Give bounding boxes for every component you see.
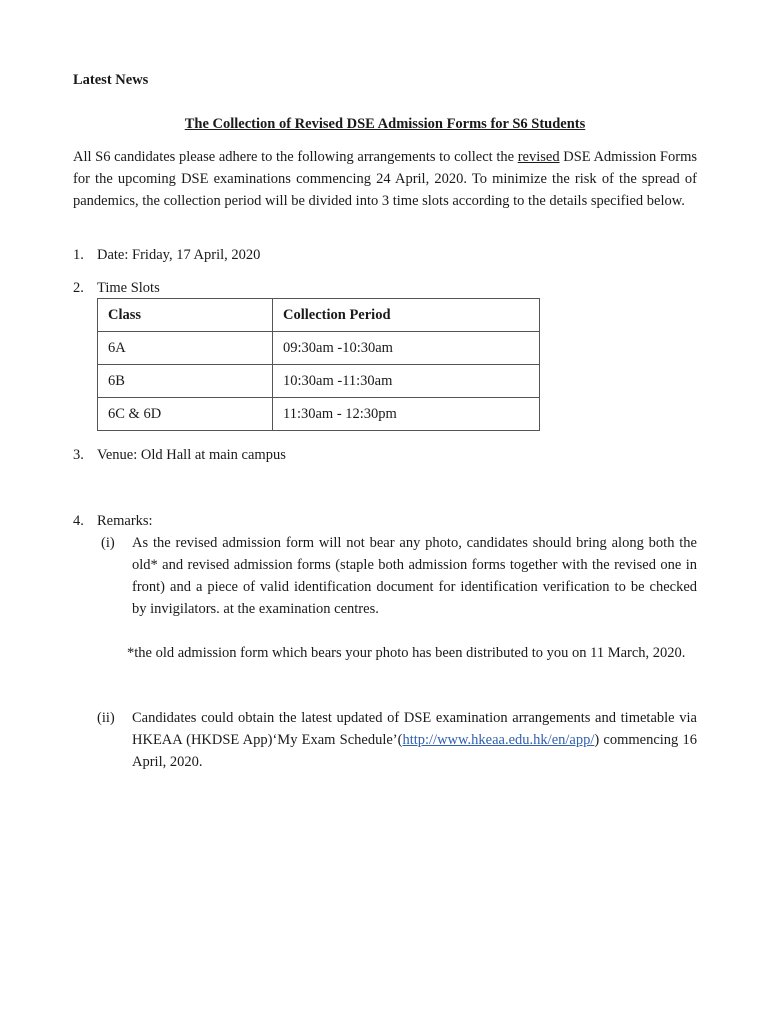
intro-underlined-word: revised	[517, 149, 560, 165]
remark-ii	[97, 707, 697, 773]
item-time-slots	[73, 277, 697, 299]
time-slots-table	[97, 298, 540, 431]
remark-marker: (ii)	[97, 710, 115, 726]
hkeaa-app-link[interactable]: http://www.hkeaa.edu.hk/en/app/	[402, 732, 595, 748]
remark-text	[132, 707, 697, 773]
table-header-row	[98, 299, 540, 332]
remark-marker: (i)	[101, 535, 115, 551]
remark-ii-text-before: Candidates could obtain the latest updated of DSE examination arrangements and timetable via HKEAA (HKDSE App)‘My Exam Schedule’(	[132, 710, 697, 748]
item-number: 3.	[73, 447, 84, 463]
latest-news-heading: Latest News	[73, 72, 149, 88]
header-class: Class	[98, 299, 273, 332]
cell-class: 6B	[98, 365, 273, 398]
table-row	[98, 398, 540, 431]
cell-period: 11:30am - 12:30pm	[273, 398, 540, 431]
item-number: 1.	[73, 247, 84, 263]
item-text: Venue: Old Hall at main campus	[97, 447, 286, 463]
notice-title: The Collection of Revised DSE Admission Forms for S6 Students	[184, 116, 586, 132]
intro-text-before: All S6 candidates please adhere to the following arrangements to collect the	[73, 149, 518, 165]
item-remarks	[73, 510, 697, 532]
cell-class: 6C & 6D	[98, 398, 273, 431]
item-date	[73, 244, 697, 266]
remark-i	[97, 532, 697, 620]
item-number: 4.	[73, 513, 84, 529]
item-text: Time Slots	[97, 280, 160, 296]
table-row	[98, 365, 540, 398]
remark-text: As the revised admission form will not bear any photo, candidates should bring along both the old* and revised admission forms (staple both admission forms together with the revised one in front) and a piece of valid identification document for identification verification to be checked by invigilators. at the examination centres.	[132, 535, 697, 617]
intro-paragraph	[73, 146, 697, 212]
item-text: Remarks:	[97, 513, 153, 529]
cell-period: 10:30am -11:30am	[273, 365, 540, 398]
table-row	[98, 332, 540, 365]
item-number: 2.	[73, 280, 84, 296]
cell-class: 6A	[98, 332, 273, 365]
header-collection-period: Collection Period	[273, 299, 540, 332]
intro-text-after: DSE Admission Forms for the upcoming DSE examinations commencing 24 April, 2020. To minimize the risk of the spread of pandemics, the collection period will be divided into 3 time slots according to the details specified below.	[73, 149, 697, 209]
photo-footnote: *the old admission form which bears your photo has been distributed to you on 11 March, 2020.	[127, 645, 686, 661]
cell-period: 09:30am -10:30am	[273, 332, 540, 365]
item-venue	[73, 444, 697, 466]
remark-ii-text-after: ) commencing 16 April, 2020.	[132, 732, 697, 770]
item-text: Date: Friday, 17 April, 2020	[97, 247, 261, 263]
